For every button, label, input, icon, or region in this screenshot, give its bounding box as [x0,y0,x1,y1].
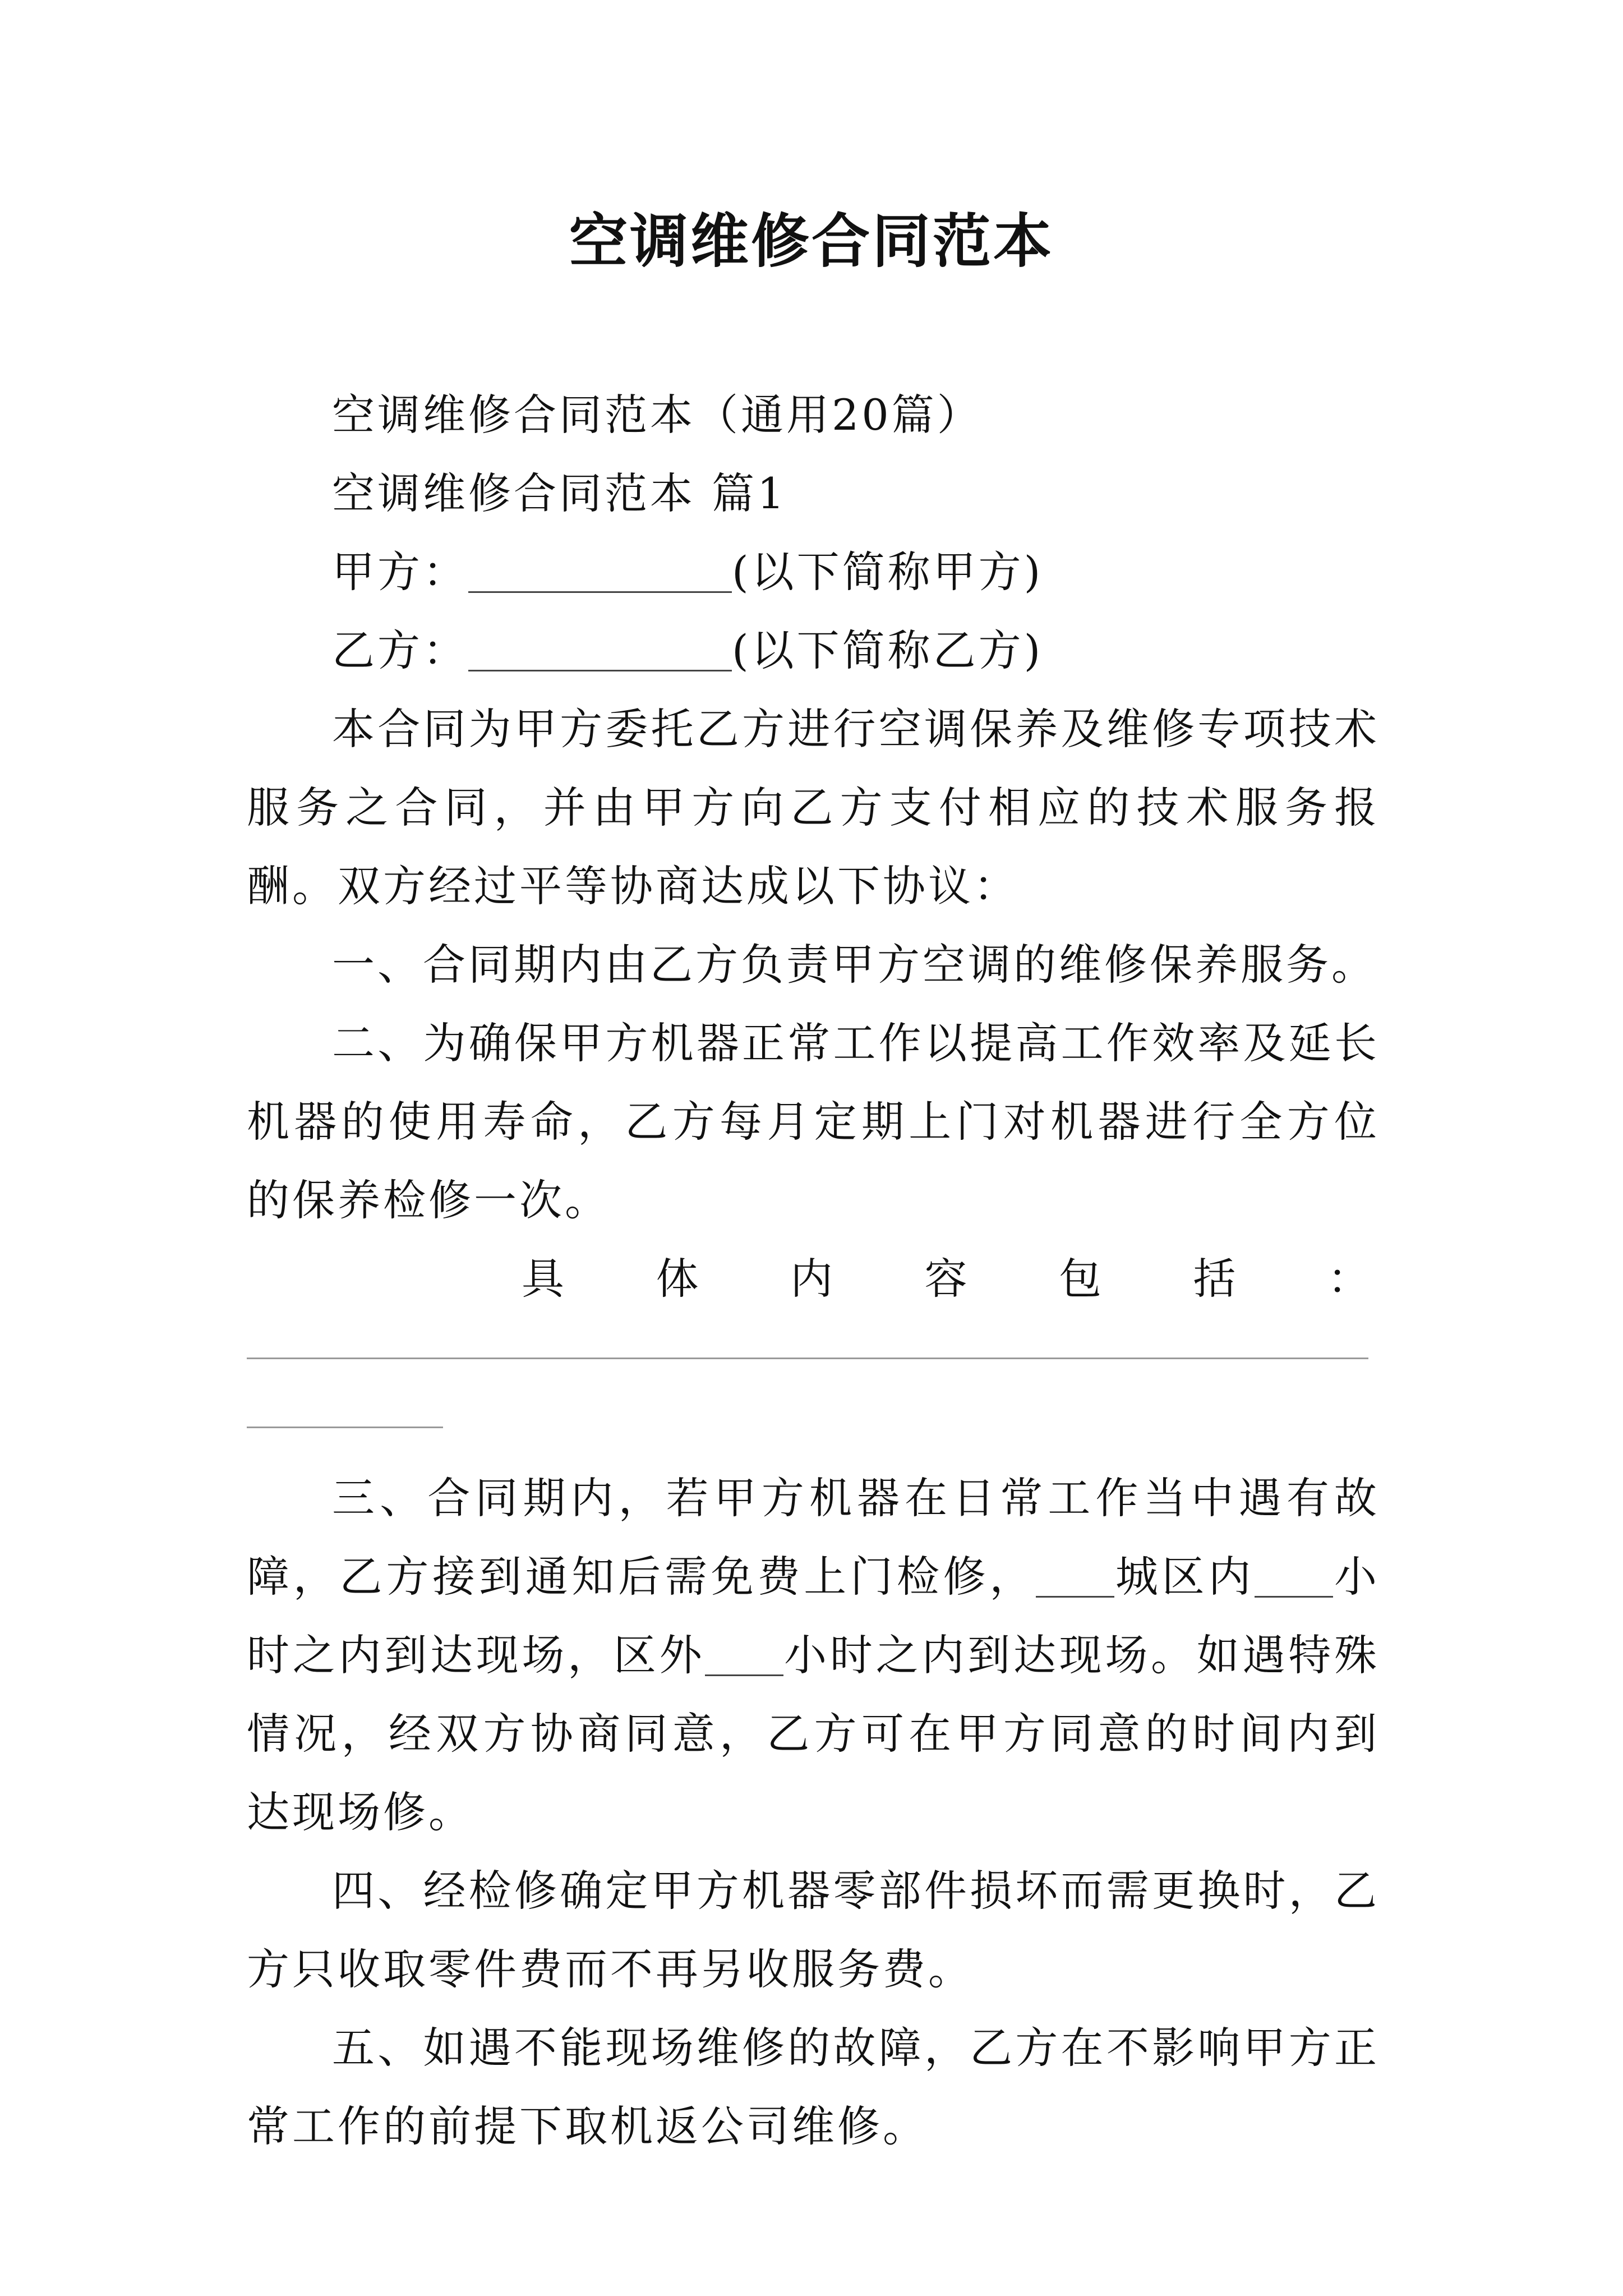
section-heading: 空调维修合同范本 篇1 [332,468,787,518]
clause-2: 二、为确保甲方机器正常工作以提高工作效率及延长机器的使用寿命，乙方每月定期上门对机器进行全方位的保养检修一次。 [247,1018,1380,1225]
intro-paragraph: 本合同为甲方委托乙方进行空调保养及维修专项技术服务之合同，并由甲方向乙方支付相应的技术服务报酬。双方经过平等协商达成以下协议： [247,704,1380,911]
clause-3-blank-1 [1036,1553,1114,1598]
clause-3-text-4: 小时之内到达现场。如遇特殊情况，经双方协商同意，乙方可在甲方同意的时间内到达现场修。 [247,1630,1380,1837]
party-b-blank [468,627,732,671]
clause-3-text-1: 三、合同期内，若甲方机器在日常工作当中遇有故障，乙方接到通知后需免费上门检修， [247,1473,1380,1602]
party-b-suffix: (以下简称乙方) [732,625,1044,675]
content-label-char: 体 [656,1254,702,1304]
clause-3-blank-3 [705,1632,783,1676]
clause-5: 五、如遇不能现场维修的故障，乙方在不影响甲方正常工作的前提下取机返公司维修。 [247,2023,1380,2151]
subtitle: 空调维修合同范本（通用20篇） [332,390,983,440]
party-a-label: 甲方： [332,547,468,597]
party-a-suffix: (以下简称甲方) [732,547,1044,597]
content-label-char: 括 [1193,1254,1239,1304]
clause-3 [247,1459,1380,1852]
document-body [247,376,1380,2166]
content-label-char: 容 [924,1254,970,1304]
content-label-char: 具 [522,1254,567,1304]
clause-3-text-3: 小时之内到达现场，区外 [247,1552,1380,1680]
content-fill-line-full [247,1358,1368,1359]
content-label-char: 包 [1059,1254,1104,1304]
content-label-char: 内 [790,1254,836,1304]
party-b-label: 乙方： [332,625,468,675]
content-label-line [247,1240,1380,1318]
party-a-line [247,533,1380,611]
content-label-char: ： [1327,1254,1373,1304]
document-title: 空调维修合同范本 [569,206,1054,275]
content-fill-line-short [247,1427,443,1428]
party-b-line [247,611,1380,690]
party-a-blank [468,549,732,593]
clause-3-blank-2 [1255,1553,1333,1598]
clause-3-text-2: 城区内 [1114,1552,1255,1602]
clause-4: 四、经检修确定甲方机器零部件损坏而需更换时，乙方只收取零件费而不再另收服务费。 [247,1866,1380,1994]
clause-1: 一、合同期内由乙方负责甲方空调的维修保养服务。 [332,940,1377,990]
